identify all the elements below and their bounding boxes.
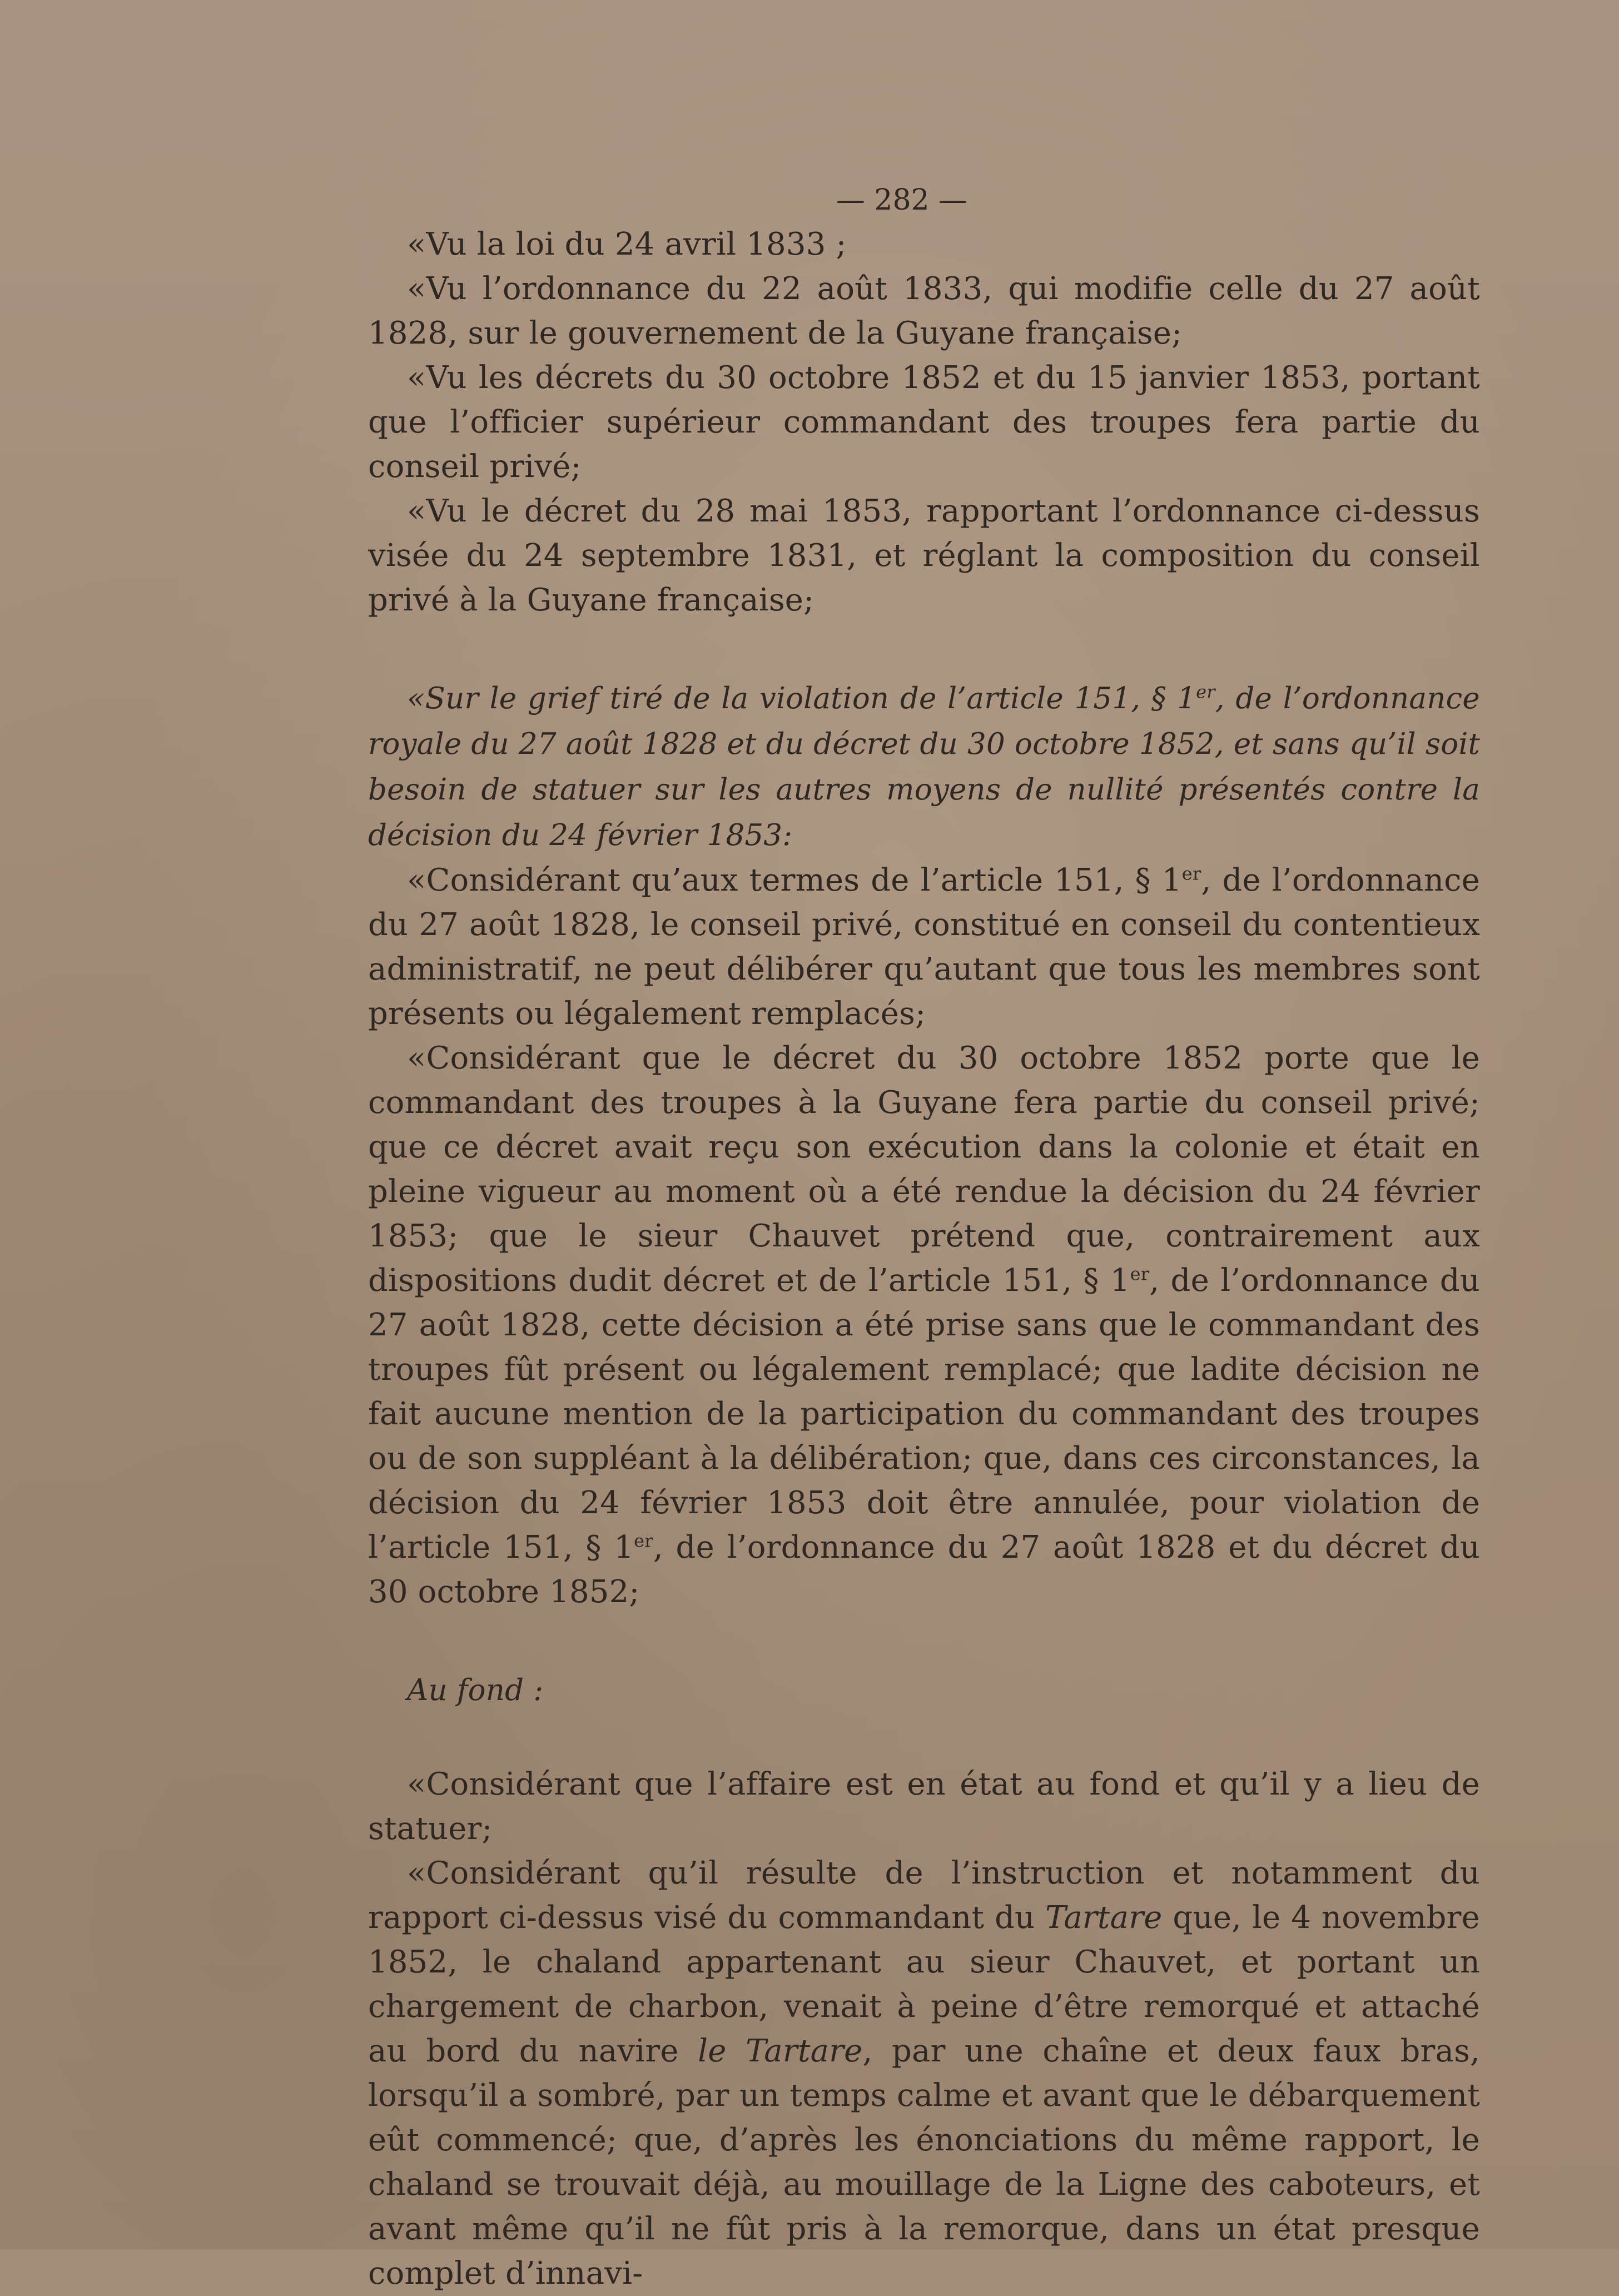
grief-text-end: , de l’ordonnance royale du 27 août 1828 et du décret du 30 octobre 1852, et sans qu’il soit besoin de statuer sur les autres moyens de nullité présentés contre la décision du 24 février 1853: (368, 682, 1480, 852)
considerant-decret-part-2: , de l’ordonnance du 27 août 1828, cette décision a été prise sans que le commandant des troupes fût présent ou légalement remplacé; que ladite décision ne fait aucune mention de la participation du commandant des troupes ou de son suppléant à la délibération; que, dans ces circonstances, la décision du 24 février 1853 doit être annulée, pour violation de l’article 151, § 1 (368, 1263, 1481, 1566)
paragraph-considerant-etat-au-fond: «Considérant que l’affaire est en état au fond et qu’il y a lieu de statuer; (368, 1766, 1480, 1847)
paragraph-considerant-instruction (368, 1851, 1480, 2296)
instruction-part-3: , par une chaîne et deux faux bras, lorsqu’il a sombré, par un temps calme et avant que le débarquement eût commencé; que, d’après les énonciations du même rapport, le chaland se trouvait déjà, au mouillage de la Ligne des caboteurs, et avant même qu’il ne fût pris à la remorque, dans un état presque complet d’innavi- (368, 2033, 1481, 2292)
text-block (368, 178, 1480, 2296)
ship-name-tartare: Tartare (1045, 1900, 1163, 1936)
grief-text-start: «Sur le grief tiré de la violation de l’article 151, § 1 (407, 682, 1196, 715)
ship-name-le-tartare: le Tartare (698, 2033, 863, 2069)
instruction-part-2: que, le 4 novembre 1852, le chaland appartenant au sieur Chauvet, et portant un chargement de charbon, venait à peine d’être remorqué et attaché au bord du navire (368, 1900, 1480, 2069)
paragraph-vu-ordonnance-1833: «Vu l’ordonnance du 22 août 1833, qui modifie celle du 27 août 1828, sur le gouvernement de la Guyane française; (368, 271, 1480, 351)
section-heading-au-fond: Au fond : (407, 1673, 544, 1707)
superscript-er: er (634, 1530, 653, 1552)
paragraph-sur-le-grief (368, 676, 1480, 858)
considerant-151-end: , de l’ordonnance du 27 août 1828, le conseil privé, constitué en conseil du contentieux administratif, ne peut délibérer qu’autant que tous les membres sont présents ou légalement remplacés; (368, 862, 1481, 1032)
page-number: — 282 — (836, 183, 968, 217)
instruction-part-1: «Considérant qu’il résulte de l’instruction et notamment du rapport ci-dessus visé du commandant du (368, 1855, 1480, 1936)
superscript-er: er (1181, 863, 1201, 884)
considerant-decret-part-1: «Considérant que le décret du 30 octobre 1852 porte que le commandant des troupes à la Guyane fera partie du conseil privé; que ce décret avait reçu son exécution dans la colonie et était en pleine vigueur au moment où a été rendue la décision du 24 février 1853; que le sieur Chauvet prétend que, contrairement aux dispositions dudit décret et de l’article 151, § 1 (368, 1040, 1480, 1299)
superscript-er: er (1130, 1263, 1150, 1285)
paragraph-vu-decret-mai-1853: «Vu le décret du 28 mai 1853, rapportant l’ordonnance ci-dessus visée du 24 septembre 1831, et réglant la composition du conseil privé à la Guyane française; (368, 493, 1480, 618)
paragraph-considerant-article-151 (368, 858, 1480, 1036)
paragraph-vu-decrets-1852-1853: «Vu les décrets du 30 octobre 1852 et du 15 janvier 1853, portant que l’officier supérieur commandant des troupes fera partie du conseil privé; (368, 360, 1480, 485)
paragraph-vu-loi-1833: «Vu la loi du 24 avril 1833 ; (407, 226, 847, 262)
considerant-decret-part-3: , de l’ordonnance du 27 août 1828 et du décret du 30 octobre 1852; (368, 1529, 1481, 1610)
superscript-er: er (1196, 681, 1215, 703)
paragraph-considerant-decret-1852 (368, 1036, 1480, 1614)
considerant-151-start: «Considérant qu’aux termes de l’article 151, § 1 (407, 862, 1182, 898)
